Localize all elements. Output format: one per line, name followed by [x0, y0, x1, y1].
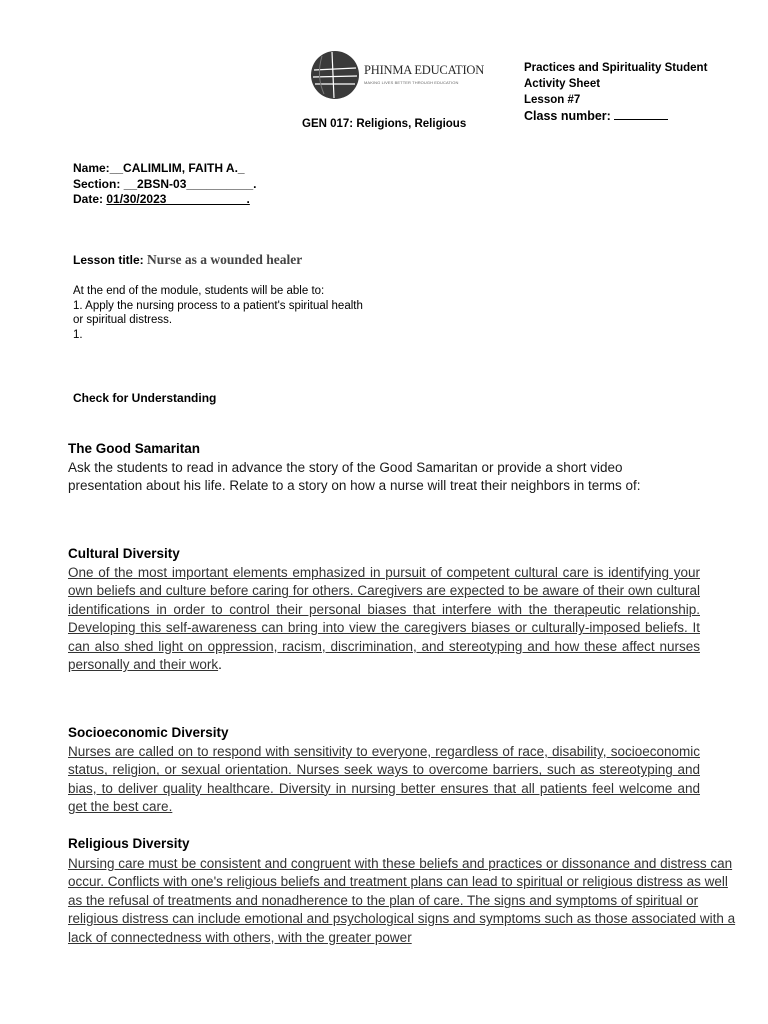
objective-line: or spiritual distress. — [73, 314, 173, 326]
activity-sheet-header — [524, 60, 707, 124]
lesson-title-row — [73, 252, 302, 268]
cultural-diversity-text: One of the most important elements emphasized in pursuit of competent cultural care is identifying your own beliefs and culture before caring for others. Caregivers are expected to be aware of their own cultural identifications in order to control their personal biases that interfere with the therapeutic relationship. Developing this self-awareness can bring into view the caregivers biases or culturally-imposed beliefs. It can also shed light on oppression, racism, discrimination, and stereotyping and how these affect nurses personally and their work — [68, 565, 700, 673]
course-title: GEN 017: Religions, Religious — [302, 118, 467, 130]
name-value: __CALIMLIM, FAITH A._ — [109, 161, 245, 175]
objective-line: 1. Apply the nursing process to a patient's spiritual health — [73, 299, 363, 312]
objective-line: 1. — [73, 328, 83, 341]
student-info — [73, 161, 256, 208]
phinma-logo-icon — [310, 50, 360, 100]
check-for-understanding-heading: Check for Understanding — [73, 391, 217, 405]
header-line: Lesson #7 — [524, 94, 581, 106]
name-row — [73, 161, 256, 177]
socioeconomic-diversity-text: Nurses are called on to respond with sensitivity to everyone, regardless of race, disability, socioeconomic status, religion, or sexual orientation. Nurses seek ways to overcome barriers, such as stereotyping and bias, to deliver quality healthcare. Diversity in nursing better ensures that all patients feel welcome and get the best care. — [68, 744, 700, 815]
header-line: Practices and Spirituality Student — [524, 62, 708, 74]
section-value: __2BSN-03__________. — [123, 176, 257, 191]
socioeconomic-diversity-heading: Socioeconomic Diversity — [68, 725, 229, 740]
section-label: Section: — [73, 176, 121, 191]
cultural-diversity-heading: Cultural Diversity — [68, 546, 180, 561]
good-samaritan-text: Ask the students to read in advance the story of the Good Samaritan or provide a short video presentation about his life. Relate to a story on how a nurse will treat their neighbors in terms of: — [68, 460, 641, 494]
religious-diversity-text: Nursing care must be consistent and congruent with these beliefs and practices or dissonance and distress can occur. Conflicts with one's religious beliefs and treatment plans can lead to spiritual or religious distress as well as the refusal of treatments and nonadherence to the plan of care. The signs and symptoms of spiritual or religious distress can include emotional and psychological signs and symptoms such as those associated with a lack of connectedness with others, with the greater power — [68, 856, 736, 945]
good-samaritan-heading: The Good Samaritan — [68, 441, 201, 456]
lesson-title: Nurse as a wounded healer — [147, 252, 303, 267]
logo-tagline: MAKING LIVES BETTER THROUGH EDUCATION — [364, 80, 459, 85]
name-label: Name: — [73, 161, 110, 175]
date-value: 01/30/2023____________. — [106, 192, 250, 206]
date-row — [73, 192, 256, 208]
class-number-label: Class number: — [524, 109, 611, 123]
header-line: Activity Sheet — [524, 78, 601, 90]
logo-wordmark: PHINMA EDUCATION — [364, 63, 485, 77]
lesson-title-label: Lesson title: — [73, 253, 144, 267]
class-number-field[interactable] — [614, 108, 668, 120]
cultural-diversity-paragraph — [68, 564, 700, 674]
cultural-diversity-period: . — [218, 657, 222, 673]
learning-objectives — [73, 284, 363, 342]
socioeconomic-diversity-paragraph — [68, 743, 700, 817]
religious-diversity-paragraph — [68, 855, 744, 947]
date-label: Date: — [73, 192, 104, 206]
class-number-row — [524, 108, 707, 124]
objective-line: At the end of the module, students will be able to: — [73, 285, 325, 297]
religious-diversity-heading: Religious Diversity — [68, 836, 190, 851]
section-row — [73, 177, 256, 193]
